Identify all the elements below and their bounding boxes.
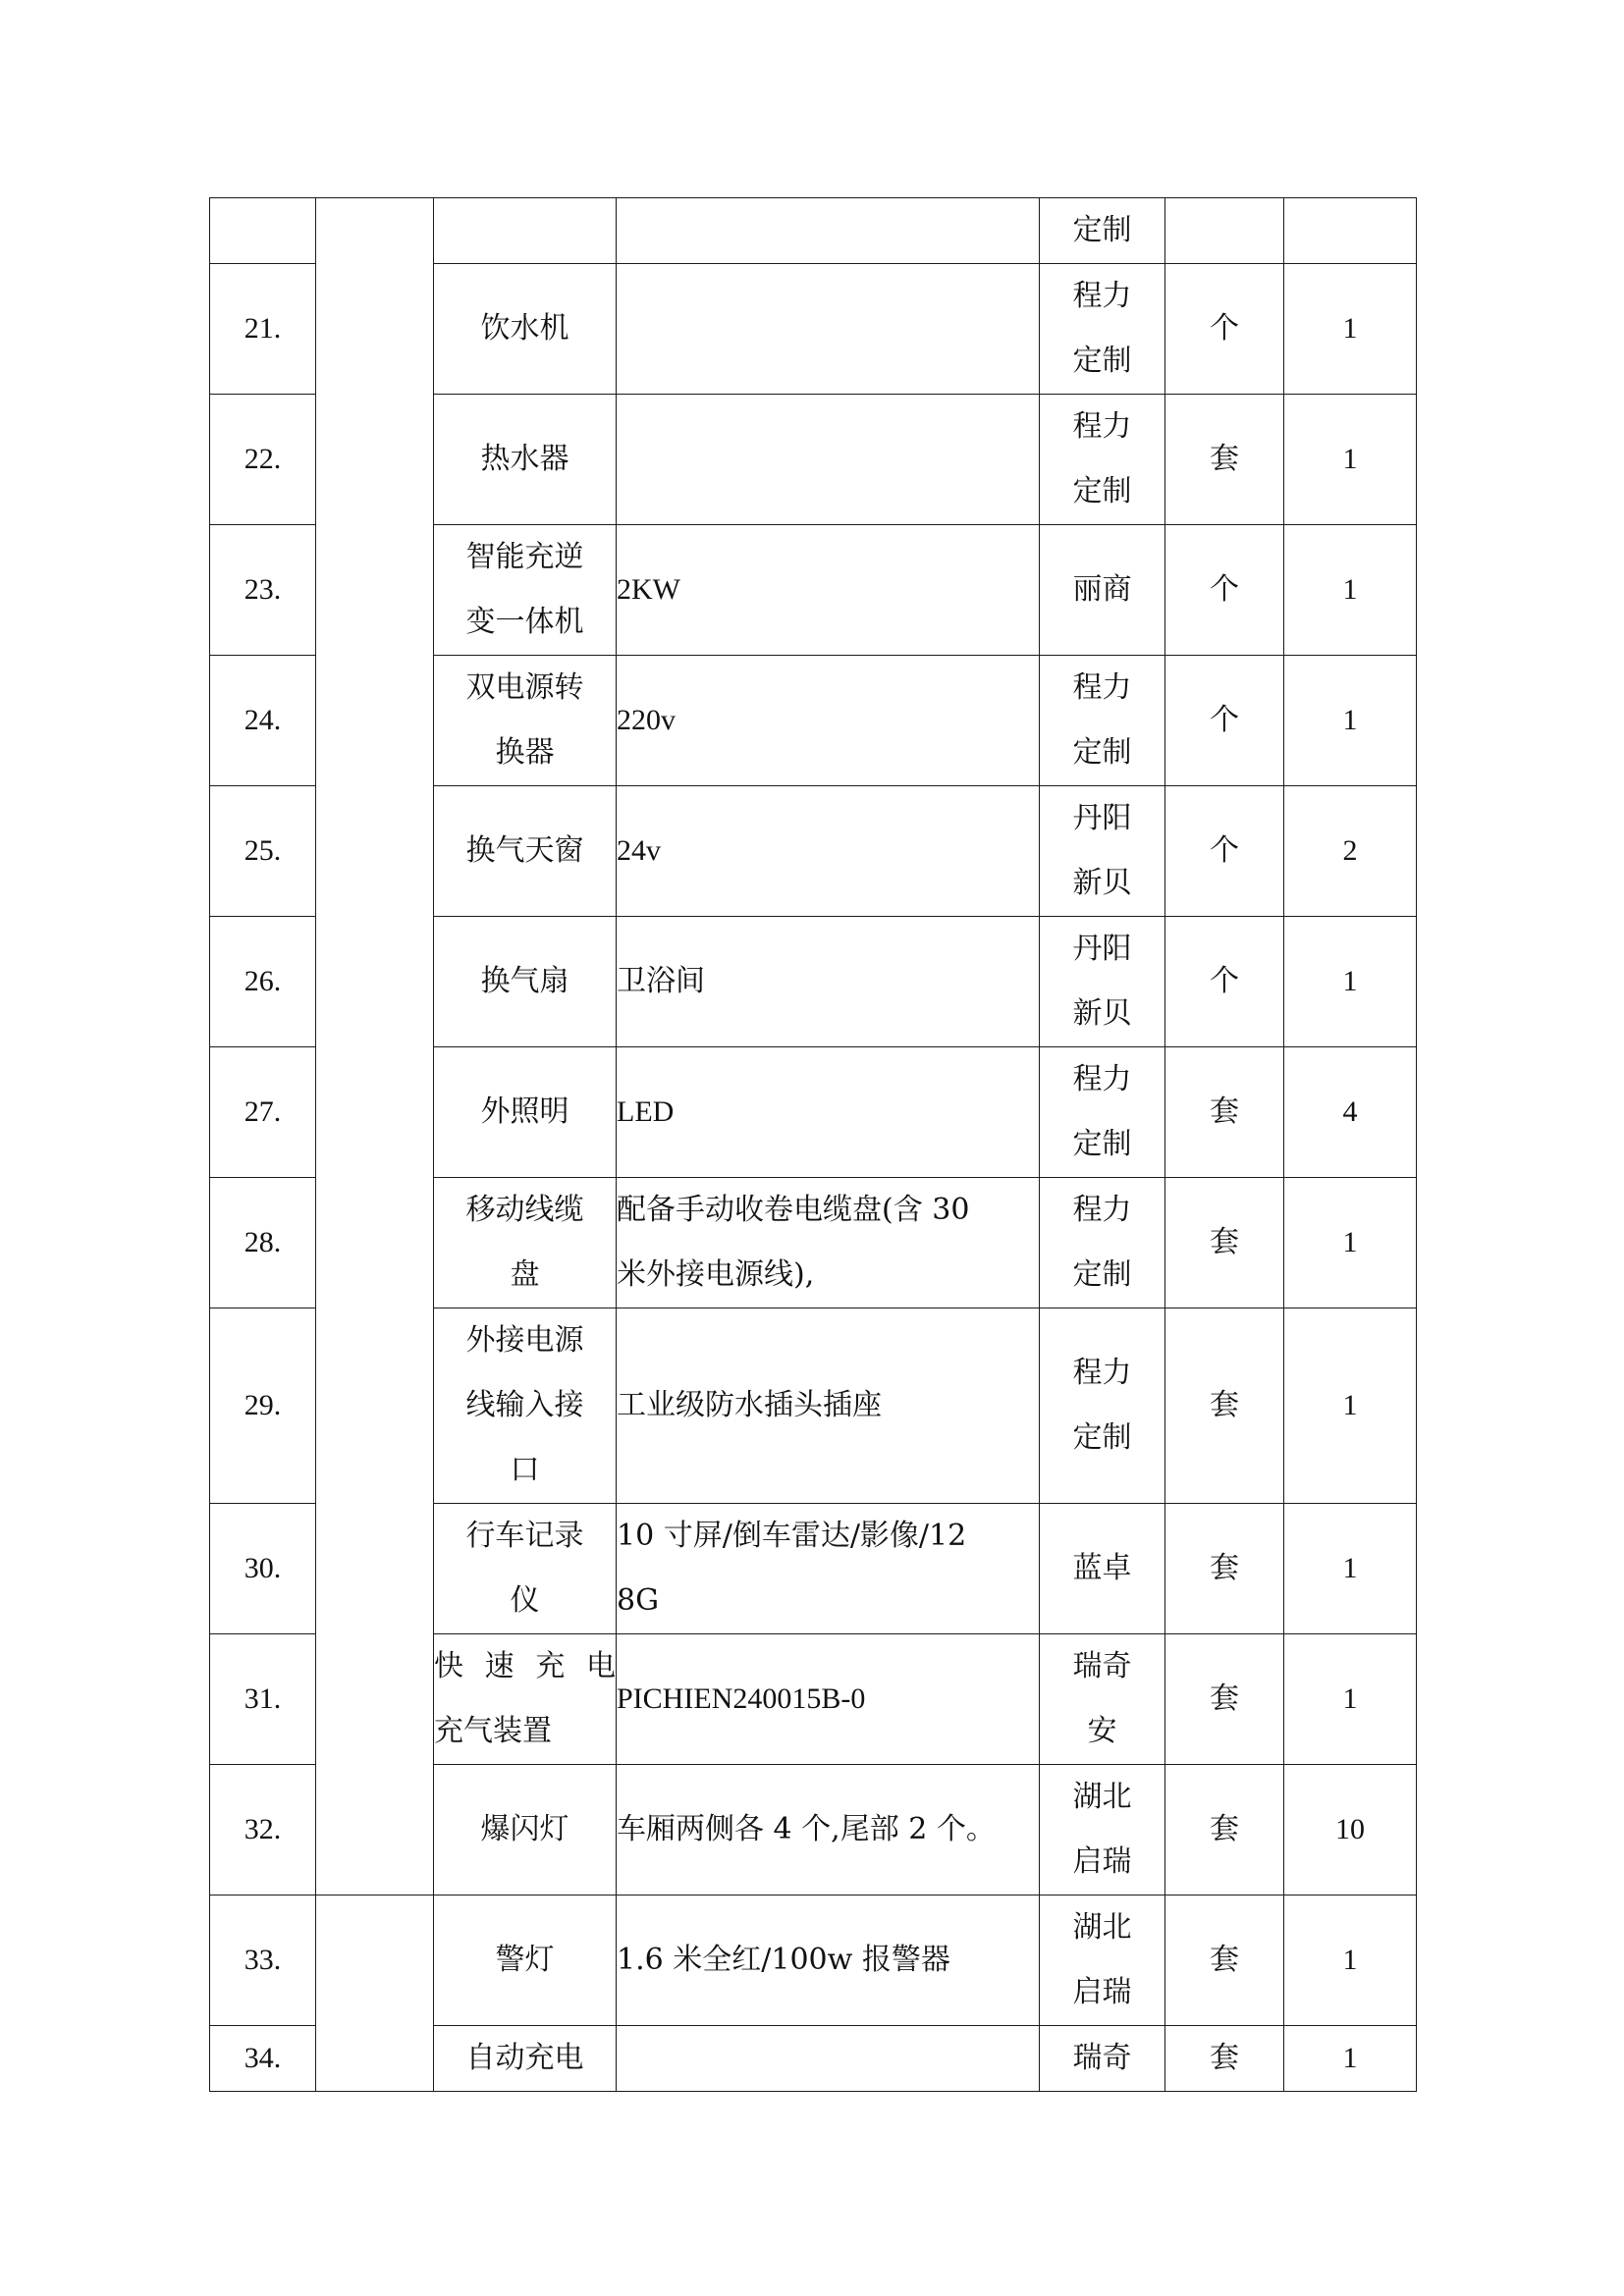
- item-unit: 套: [1165, 1308, 1284, 1504]
- item-spec: LED: [617, 1047, 1040, 1178]
- item-spec: 10 寸屏/倒车雷达/影像/12 8G: [617, 1504, 1040, 1634]
- item-name: 换气扇: [434, 917, 617, 1047]
- item-brand: 程力 定制: [1040, 264, 1165, 395]
- item-brand: 丽商: [1040, 525, 1165, 656]
- item-unit: 套: [1165, 2026, 1284, 2092]
- item-qty: 10: [1284, 1765, 1417, 1896]
- item-qty: 1: [1284, 525, 1417, 656]
- item-qty: 1: [1284, 264, 1417, 395]
- row-number: 28.: [210, 1178, 316, 1308]
- item-brand: 湖北 启瑞: [1040, 1896, 1165, 2026]
- item-brand: 湖北 启瑞: [1040, 1765, 1165, 1896]
- row-number: 29.: [210, 1308, 316, 1504]
- item-brand: 丹阳 新贝: [1040, 786, 1165, 917]
- item-brand: 程力 定制: [1040, 1047, 1165, 1178]
- item-spec: 2KW: [617, 525, 1040, 656]
- row-number: 26.: [210, 917, 316, 1047]
- item-name: 快速充电 充气装置: [434, 1634, 617, 1765]
- row-number: 32.: [210, 1765, 316, 1896]
- item-spec: 1.6 米全红/100w 报警器: [617, 1896, 1040, 2026]
- row-number: 24.: [210, 656, 316, 786]
- item-qty: 1: [1284, 1634, 1417, 1765]
- item-brand: 程力 定制: [1040, 656, 1165, 786]
- item-spec: [617, 395, 1040, 525]
- row-number: 30.: [210, 1504, 316, 1634]
- row-number: 27.: [210, 1047, 316, 1178]
- item-name: 自动充电: [434, 2026, 617, 2092]
- item-brand: 丹阳 新贝: [1040, 917, 1165, 1047]
- item-unit: 个: [1165, 264, 1284, 395]
- row-number: 31.: [210, 1634, 316, 1765]
- table-row: [210, 1896, 1417, 2026]
- row-number: 23.: [210, 525, 316, 656]
- item-spec: 车厢两侧各 4 个,尾部 2 个。: [617, 1765, 1040, 1896]
- item-brand: 程力 定制: [1040, 1308, 1165, 1504]
- item-brand: 定制: [1040, 198, 1165, 264]
- row-number: 22.: [210, 395, 316, 525]
- item-unit: 套: [1165, 1047, 1284, 1178]
- item-spec: [617, 264, 1040, 395]
- item-name: 外接电源 线输入接 口: [434, 1308, 617, 1504]
- item-brand: 瑞奇: [1040, 2026, 1165, 2092]
- item-unit: 套: [1165, 1634, 1284, 1765]
- item-spec: PICHIEN240015B-0: [617, 1634, 1040, 1765]
- item-name: 爆闪灯: [434, 1765, 617, 1896]
- item-unit: 套: [1165, 1896, 1284, 2026]
- item-brand: 程力 定制: [1040, 395, 1165, 525]
- item-brand: 蓝卓: [1040, 1504, 1165, 1634]
- equipment-table: [209, 197, 1417, 2092]
- row-number: 33.: [210, 1896, 316, 2026]
- item-unit: 个: [1165, 786, 1284, 917]
- item-spec: 配备手动收卷电缆盘(含 30 米外接电源线),: [617, 1178, 1040, 1308]
- item-brand: 程力 定制: [1040, 1178, 1165, 1308]
- item-unit: 套: [1165, 395, 1284, 525]
- item-spec: 24v: [617, 786, 1040, 917]
- item-qty: 1: [1284, 1896, 1417, 2026]
- row-number: 34.: [210, 2026, 316, 2092]
- item-brand: 瑞奇 安: [1040, 1634, 1165, 1765]
- item-unit: 套: [1165, 1504, 1284, 1634]
- item-name: 饮水机: [434, 264, 617, 395]
- item-spec: [617, 198, 1040, 264]
- item-spec: 220v: [617, 656, 1040, 786]
- category-cell-merged: [316, 198, 434, 1896]
- item-spec: 工业级防水插头插座: [617, 1308, 1040, 1504]
- item-unit: 个: [1165, 525, 1284, 656]
- item-name: 热水器: [434, 395, 617, 525]
- item-qty: [1284, 198, 1417, 264]
- item-unit: 套: [1165, 1765, 1284, 1896]
- item-qty: 1: [1284, 917, 1417, 1047]
- item-unit: 个: [1165, 917, 1284, 1047]
- item-name: 移动线缆 盘: [434, 1178, 617, 1308]
- row-number: 21.: [210, 264, 316, 395]
- item-unit: 套: [1165, 1178, 1284, 1308]
- table-row-continued: [210, 198, 1417, 264]
- item-spec: 卫浴间: [617, 917, 1040, 1047]
- item-qty: 1: [1284, 1504, 1417, 1634]
- row-number: 25.: [210, 786, 316, 917]
- item-qty: 1: [1284, 1308, 1417, 1504]
- item-qty: 1: [1284, 656, 1417, 786]
- item-qty: 2: [1284, 786, 1417, 917]
- item-unit: [1165, 198, 1284, 264]
- item-name: 双电源转 换器: [434, 656, 617, 786]
- category-cell-merged: [316, 1896, 434, 2092]
- item-qty: 1: [1284, 1178, 1417, 1308]
- item-qty: 1: [1284, 395, 1417, 525]
- item-name: 行车记录 仪: [434, 1504, 617, 1634]
- item-name: [434, 198, 617, 264]
- item-name: 智能充逆 变一体机: [434, 525, 617, 656]
- item-name: 外照明: [434, 1047, 617, 1178]
- item-spec: [617, 2026, 1040, 2092]
- item-qty: 4: [1284, 1047, 1417, 1178]
- item-unit: 个: [1165, 656, 1284, 786]
- item-qty: 1: [1284, 2026, 1417, 2092]
- row-number: [210, 198, 316, 264]
- item-name: 警灯: [434, 1896, 617, 2026]
- item-name: 换气天窗: [434, 786, 617, 917]
